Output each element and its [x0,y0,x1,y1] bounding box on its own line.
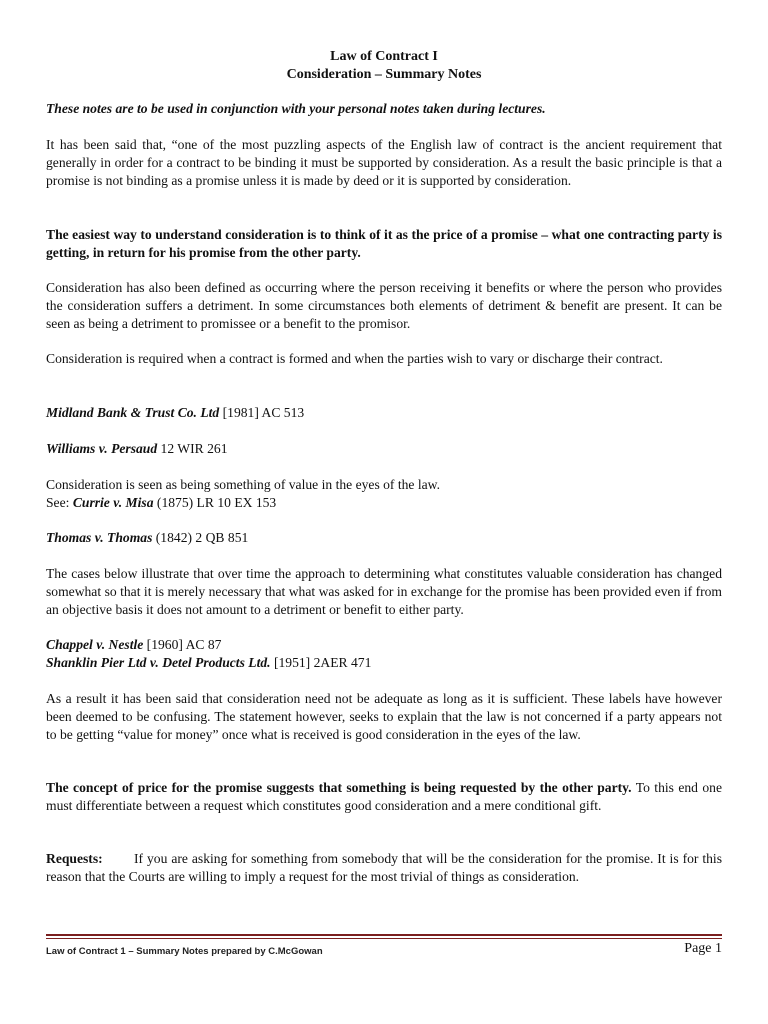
paragraph-3: Consideration has also been defined as occurring where the person receiving it benefits or where the person who provides the consideration suffers a detriment. In some circumstances both elements of detriment & benefit are present. It can be seen as being a detriment to promissee or a benefit to the promisor. [46,280,722,331]
page-number: Page 1 [684,941,722,956]
see-label: See: [46,495,73,510]
paragraph-2: The easiest way to understand consideration is to think of it as the price of a promise – what one contracting party is getting, in return for his promise from the other party. [46,227,722,260]
case-citation: 12 WIR 261 [157,441,228,456]
intro-note: These notes are to be used in conjunction with your personal notes taken during lectures. [46,101,546,116]
paragraph-8-text: To this end one must differentiate between a request which constitutes good consideration and a mere conditional gift. [46,780,723,813]
paragraph-1: It has been said that, “one of the most puzzling aspects of the English law of contract is the ancient requirement that generally in order for a contract to be binding it must be supported by consideration. As a result the basic principle is that a promise is not binding as a promise unless it is made by deed or it is supported by consideration. [46,137,722,188]
paragraph-5: Consideration is seen as being something of value in the eyes of the law. [46,477,440,492]
paragraph-4: Consideration is required when a contract is formed and when the parties wish to vary or discharge their contract. [46,351,663,366]
case-thomas [46,529,722,547]
case-citation: [1951] 2AER 471 [270,655,372,670]
case-citation: (1875) LR 10 EX 153 [153,495,277,510]
case-shanklin [46,654,722,672]
case-name: Chappel v. Nestle [46,637,144,652]
paragraph-8-emphasis: The concept of price for the promise suggests that something is being requested by the other party. [46,780,632,795]
case-currie [46,494,722,512]
case-name: Midland Bank & Trust Co. Ltd [46,405,220,420]
case-chappel [46,636,722,654]
case-williams [46,440,722,458]
case-name: Currie v. Misa [72,495,154,510]
footer-divider-thin [46,938,722,939]
case-name: Shanklin Pier Ltd v. Detel Products Ltd. [46,655,271,670]
document-title: Law of Contract I [330,49,438,64]
footer-credit: Law of Contract 1 – Summary Notes prepared by C.McGowan [46,946,323,957]
case-citation: [1981] AC 513 [219,405,305,420]
case-citation: [1960] AC 87 [143,637,222,652]
case-citation: (1842) 2 QB 851 [152,530,249,545]
case-name: Williams v. Persaud [46,441,158,456]
footer-divider [46,934,722,936]
paragraph-requests [46,850,722,886]
paragraph-6: The cases below illustrate that over time the approach to determining what constitutes valuable consideration has changed somewhat so that it is merely necessary that what was asked for in exchange for the promise has been provided even if from an objective basis it does not amount to a detriment or benefit to either party. [46,566,722,617]
requests-text: If you are asking for something from somebody that will be the consideration for the promise. It is for this reason that the Courts are willing to imply a request for the most trivial of things as consideration. [46,851,722,884]
paragraph-8 [46,779,722,815]
paragraph-7: As a result it has been said that consideration need not be adequate as long as it is sufficient. These labels have however been deemed to be confusing. The statement however, seeks to explain that the law is not concerned if a party appears not to be getting “value for money” once what is received is good consideration in the eyes of the law. [46,691,722,742]
case-name: Thomas v. Thomas [46,530,153,545]
requests-label: Requests: [46,851,103,866]
case-midland [46,404,722,422]
document-subtitle: Consideration – Summary Notes [286,67,482,82]
